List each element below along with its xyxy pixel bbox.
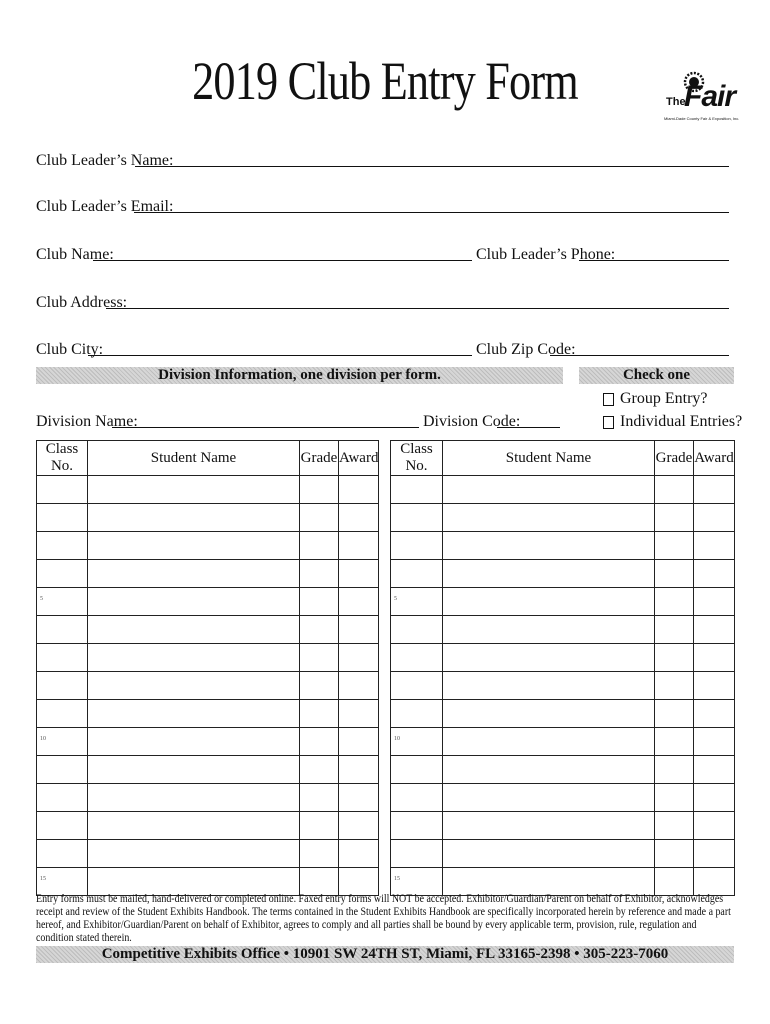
grade-cell[interactable] bbox=[655, 532, 694, 560]
division-info-bar: Division Information, one division per form. bbox=[36, 367, 563, 384]
col-grade: Grade bbox=[300, 441, 339, 476]
class-no-cell[interactable] bbox=[37, 476, 88, 504]
leader-email-label: Club Leader’s Email: bbox=[36, 198, 174, 215]
table-row bbox=[37, 812, 379, 840]
row-number: 5 bbox=[40, 596, 43, 602]
grade-cell[interactable] bbox=[655, 728, 694, 756]
student-name-cell[interactable] bbox=[443, 588, 655, 616]
row-number: 5 bbox=[394, 596, 397, 602]
logo-the: The bbox=[666, 96, 686, 108]
class-no-cell[interactable] bbox=[391, 700, 443, 728]
student-name-cell[interactable] bbox=[88, 588, 300, 616]
student-name-cell[interactable] bbox=[88, 560, 300, 588]
leader-phone-line[interactable] bbox=[579, 260, 729, 261]
table-row bbox=[37, 672, 379, 700]
table-row bbox=[391, 644, 735, 672]
award-cell[interactable] bbox=[694, 840, 735, 868]
class-no-cell[interactable] bbox=[391, 644, 443, 672]
award-cell[interactable] bbox=[339, 728, 379, 756]
student-name-cell[interactable] bbox=[88, 812, 300, 840]
table-row bbox=[37, 532, 379, 560]
student-name-cell[interactable] bbox=[443, 532, 655, 560]
entries-table-right bbox=[390, 440, 735, 896]
class-no-cell[interactable] bbox=[391, 588, 443, 616]
student-name-cell[interactable] bbox=[443, 728, 655, 756]
club-address-line[interactable] bbox=[106, 308, 729, 309]
grade-cell[interactable] bbox=[655, 616, 694, 644]
award-cell[interactable] bbox=[694, 644, 735, 672]
class-no-cell[interactable] bbox=[391, 504, 443, 532]
division-name-line[interactable] bbox=[112, 427, 419, 428]
class-no-cell[interactable] bbox=[37, 588, 88, 616]
class-no-cell[interactable] bbox=[37, 644, 88, 672]
award-cell[interactable] bbox=[694, 756, 735, 784]
class-no-cell[interactable] bbox=[391, 532, 443, 560]
class-no-cell[interactable] bbox=[391, 756, 443, 784]
student-name-cell[interactable] bbox=[443, 812, 655, 840]
class-no-cell[interactable] bbox=[37, 812, 88, 840]
division-code-label: Division Code: bbox=[423, 413, 521, 430]
student-name-cell[interactable] bbox=[88, 784, 300, 812]
award-cell[interactable] bbox=[339, 476, 379, 504]
grade-cell[interactable] bbox=[300, 784, 339, 812]
grade-cell[interactable] bbox=[655, 504, 694, 532]
club-address-label: Club Address: bbox=[36, 294, 128, 311]
student-name-cell[interactable] bbox=[88, 700, 300, 728]
award-cell[interactable] bbox=[339, 672, 379, 700]
award-cell[interactable] bbox=[339, 840, 379, 868]
student-name-cell[interactable] bbox=[443, 560, 655, 588]
table-row bbox=[391, 840, 735, 868]
grade-cell[interactable] bbox=[655, 644, 694, 672]
student-name-cell[interactable] bbox=[443, 644, 655, 672]
grade-cell[interactable] bbox=[300, 588, 339, 616]
table-row bbox=[37, 616, 379, 644]
student-name-cell[interactable] bbox=[88, 756, 300, 784]
table-row bbox=[37, 840, 379, 868]
award-cell[interactable] bbox=[694, 560, 735, 588]
class-no-cell[interactable] bbox=[37, 868, 88, 896]
class-no-cell[interactable] bbox=[37, 700, 88, 728]
grade-cell[interactable] bbox=[655, 784, 694, 812]
class-no-cell[interactable] bbox=[391, 840, 443, 868]
class-no-cell[interactable] bbox=[391, 812, 443, 840]
grade-cell[interactable] bbox=[300, 812, 339, 840]
award-cell[interactable] bbox=[339, 644, 379, 672]
award-cell[interactable] bbox=[694, 476, 735, 504]
grade-cell[interactable] bbox=[655, 812, 694, 840]
class-no-cell[interactable] bbox=[391, 672, 443, 700]
award-cell[interactable] bbox=[694, 728, 735, 756]
grade-cell[interactable] bbox=[300, 756, 339, 784]
award-cell[interactable] bbox=[694, 588, 735, 616]
class-no-cell[interactable] bbox=[37, 672, 88, 700]
check-one-bar: Check one bbox=[579, 367, 734, 384]
division-name-label: Division Name: bbox=[36, 413, 138, 430]
row-number: 10 bbox=[394, 736, 400, 742]
grade-cell[interactable] bbox=[655, 672, 694, 700]
award-cell[interactable] bbox=[694, 616, 735, 644]
grade-cell[interactable] bbox=[300, 728, 339, 756]
row-number: 15 bbox=[40, 876, 46, 882]
table-row bbox=[391, 532, 735, 560]
office-address-bar: Competitive Exhibits Office • 10901 SW 24TH ST, Miami, FL 33165-2398 • 305-223-7060 bbox=[36, 946, 734, 963]
grade-cell[interactable] bbox=[300, 868, 339, 896]
club-city-label: Club City: bbox=[36, 341, 104, 358]
table-row bbox=[37, 700, 379, 728]
award-cell[interactable] bbox=[694, 672, 735, 700]
table-row bbox=[391, 588, 735, 616]
disclaimer-text: Entry forms must be mailed, hand-delivered or completed online. Faxed entry forms will NOT be accepted. Exhibitor/Guardian/Parent on behalf of Exhibitor, acknowledges receipt and review of the Student Exhibits Handbook. The terms contained in the Student Exhibits Handbook are specifically incorporated herein by reference and made a part hereof, and Exhibitor/Guardian/Parent on behalf of Exhibitor, agrees to comply and all parties shall be bound by every applicable term, provision, rule, regulation and condition stated therein. bbox=[36, 893, 731, 944]
grade-cell[interactable] bbox=[655, 700, 694, 728]
class-no-cell[interactable] bbox=[37, 504, 88, 532]
student-name-cell[interactable] bbox=[443, 840, 655, 868]
award-cell[interactable] bbox=[694, 812, 735, 840]
grade-cell[interactable] bbox=[655, 476, 694, 504]
award-cell[interactable] bbox=[339, 588, 379, 616]
table-row bbox=[391, 756, 735, 784]
table-row bbox=[37, 476, 379, 504]
award-cell[interactable] bbox=[339, 560, 379, 588]
table-row bbox=[391, 784, 735, 812]
award-cell[interactable] bbox=[694, 784, 735, 812]
student-name-cell[interactable] bbox=[443, 672, 655, 700]
class-no-cell[interactable] bbox=[37, 616, 88, 644]
award-cell[interactable] bbox=[339, 784, 379, 812]
logo-fair: Fair bbox=[684, 80, 736, 113]
table-row bbox=[391, 700, 735, 728]
row-number: 10 bbox=[40, 736, 46, 742]
award-cell[interactable] bbox=[339, 756, 379, 784]
award-cell[interactable] bbox=[339, 812, 379, 840]
student-name-cell[interactable] bbox=[443, 700, 655, 728]
award-cell[interactable] bbox=[694, 868, 735, 896]
class-no-cell[interactable] bbox=[37, 560, 88, 588]
club-zip-line[interactable] bbox=[550, 355, 729, 356]
class-no-cell[interactable] bbox=[391, 784, 443, 812]
grade-cell[interactable] bbox=[655, 840, 694, 868]
table-row bbox=[37, 868, 379, 896]
grade-cell[interactable] bbox=[300, 560, 339, 588]
col-award: Award bbox=[694, 441, 735, 476]
leader-email-line[interactable] bbox=[134, 212, 729, 213]
grade-cell[interactable] bbox=[655, 560, 694, 588]
table-row bbox=[391, 616, 735, 644]
award-cell[interactable] bbox=[339, 616, 379, 644]
class-no-cell[interactable] bbox=[37, 840, 88, 868]
student-name-cell[interactable] bbox=[443, 504, 655, 532]
table-row bbox=[391, 672, 735, 700]
entries-table-left bbox=[36, 440, 379, 896]
class-no-cell[interactable] bbox=[37, 756, 88, 784]
grade-cell[interactable] bbox=[300, 700, 339, 728]
grade-cell[interactable] bbox=[300, 504, 339, 532]
col-grade: Grade bbox=[655, 441, 694, 476]
grade-cell[interactable] bbox=[300, 532, 339, 560]
student-name-cell[interactable] bbox=[443, 476, 655, 504]
club-city-line[interactable] bbox=[88, 355, 472, 356]
student-name-cell[interactable] bbox=[443, 784, 655, 812]
student-name-cell[interactable] bbox=[443, 756, 655, 784]
table-row bbox=[391, 812, 735, 840]
group-entry-label: Group Entry? bbox=[620, 390, 708, 407]
grade-cell[interactable] bbox=[300, 840, 339, 868]
leader-name-line[interactable] bbox=[135, 166, 729, 167]
award-cell[interactable] bbox=[339, 700, 379, 728]
class-no-cell[interactable] bbox=[37, 532, 88, 560]
col-student-name: Student Name bbox=[443, 441, 655, 476]
group-entry-checkbox[interactable] bbox=[603, 393, 614, 406]
student-name-cell[interactable] bbox=[88, 672, 300, 700]
table-row bbox=[391, 868, 735, 896]
class-no-cell[interactable] bbox=[37, 784, 88, 812]
grade-cell[interactable] bbox=[655, 588, 694, 616]
class-no-cell[interactable] bbox=[37, 728, 88, 756]
table-row bbox=[37, 756, 379, 784]
student-name-cell[interactable] bbox=[88, 840, 300, 868]
class-no-cell[interactable] bbox=[391, 560, 443, 588]
student-name-cell[interactable] bbox=[88, 504, 300, 532]
col-student-name: Student Name bbox=[88, 441, 300, 476]
grade-cell[interactable] bbox=[300, 616, 339, 644]
class-no-cell[interactable] bbox=[391, 616, 443, 644]
col-award: Award bbox=[339, 441, 379, 476]
grade-cell[interactable] bbox=[655, 868, 694, 896]
student-name-cell[interactable] bbox=[88, 728, 300, 756]
table-row bbox=[37, 560, 379, 588]
award-cell[interactable] bbox=[339, 868, 379, 896]
table-row bbox=[391, 476, 735, 504]
grade-cell[interactable] bbox=[300, 644, 339, 672]
leader-name-label: Club Leader’s Name: bbox=[36, 152, 174, 169]
table-row bbox=[37, 504, 379, 532]
club-name-label: Club Name: bbox=[36, 246, 114, 263]
form-title: 2019 Club Entry Form bbox=[192, 51, 578, 111]
student-name-cell[interactable] bbox=[443, 616, 655, 644]
club-zip-label: Club Zip Code: bbox=[476, 341, 576, 358]
table-row bbox=[37, 644, 379, 672]
student-name-cell[interactable] bbox=[88, 644, 300, 672]
table-row bbox=[391, 504, 735, 532]
fair-logo bbox=[664, 68, 740, 124]
leader-phone-label: Club Leader’s Phone: bbox=[476, 246, 616, 263]
col-class-no: Class No. bbox=[391, 441, 443, 476]
student-name-cell[interactable] bbox=[88, 868, 300, 896]
table-row bbox=[37, 784, 379, 812]
logo-subtext: Miami-Dade County Fair & Exposition, Inc. bbox=[664, 116, 740, 121]
student-name-cell[interactable] bbox=[88, 616, 300, 644]
class-no-cell[interactable] bbox=[391, 476, 443, 504]
student-name-cell[interactable] bbox=[88, 476, 300, 504]
student-name-cell[interactable] bbox=[88, 532, 300, 560]
award-cell[interactable] bbox=[694, 700, 735, 728]
club-name-line[interactable] bbox=[93, 260, 472, 261]
award-cell[interactable] bbox=[694, 504, 735, 532]
individual-entries-label: Individual Entries? bbox=[620, 413, 743, 430]
award-cell[interactable] bbox=[694, 532, 735, 560]
table-row bbox=[391, 728, 735, 756]
award-cell[interactable] bbox=[339, 504, 379, 532]
row-number: 15 bbox=[394, 876, 400, 882]
col-class-no: Class No. bbox=[37, 441, 88, 476]
grade-cell[interactable] bbox=[300, 672, 339, 700]
table-row bbox=[391, 560, 735, 588]
grade-cell[interactable] bbox=[655, 756, 694, 784]
student-name-cell[interactable] bbox=[443, 868, 655, 896]
award-cell[interactable] bbox=[339, 532, 379, 560]
table-row bbox=[37, 728, 379, 756]
grade-cell[interactable] bbox=[300, 476, 339, 504]
class-no-cell[interactable] bbox=[391, 868, 443, 896]
class-no-cell[interactable] bbox=[391, 728, 443, 756]
individual-entries-checkbox[interactable] bbox=[603, 416, 614, 429]
table-row bbox=[37, 588, 379, 616]
division-code-line[interactable] bbox=[497, 427, 560, 428]
